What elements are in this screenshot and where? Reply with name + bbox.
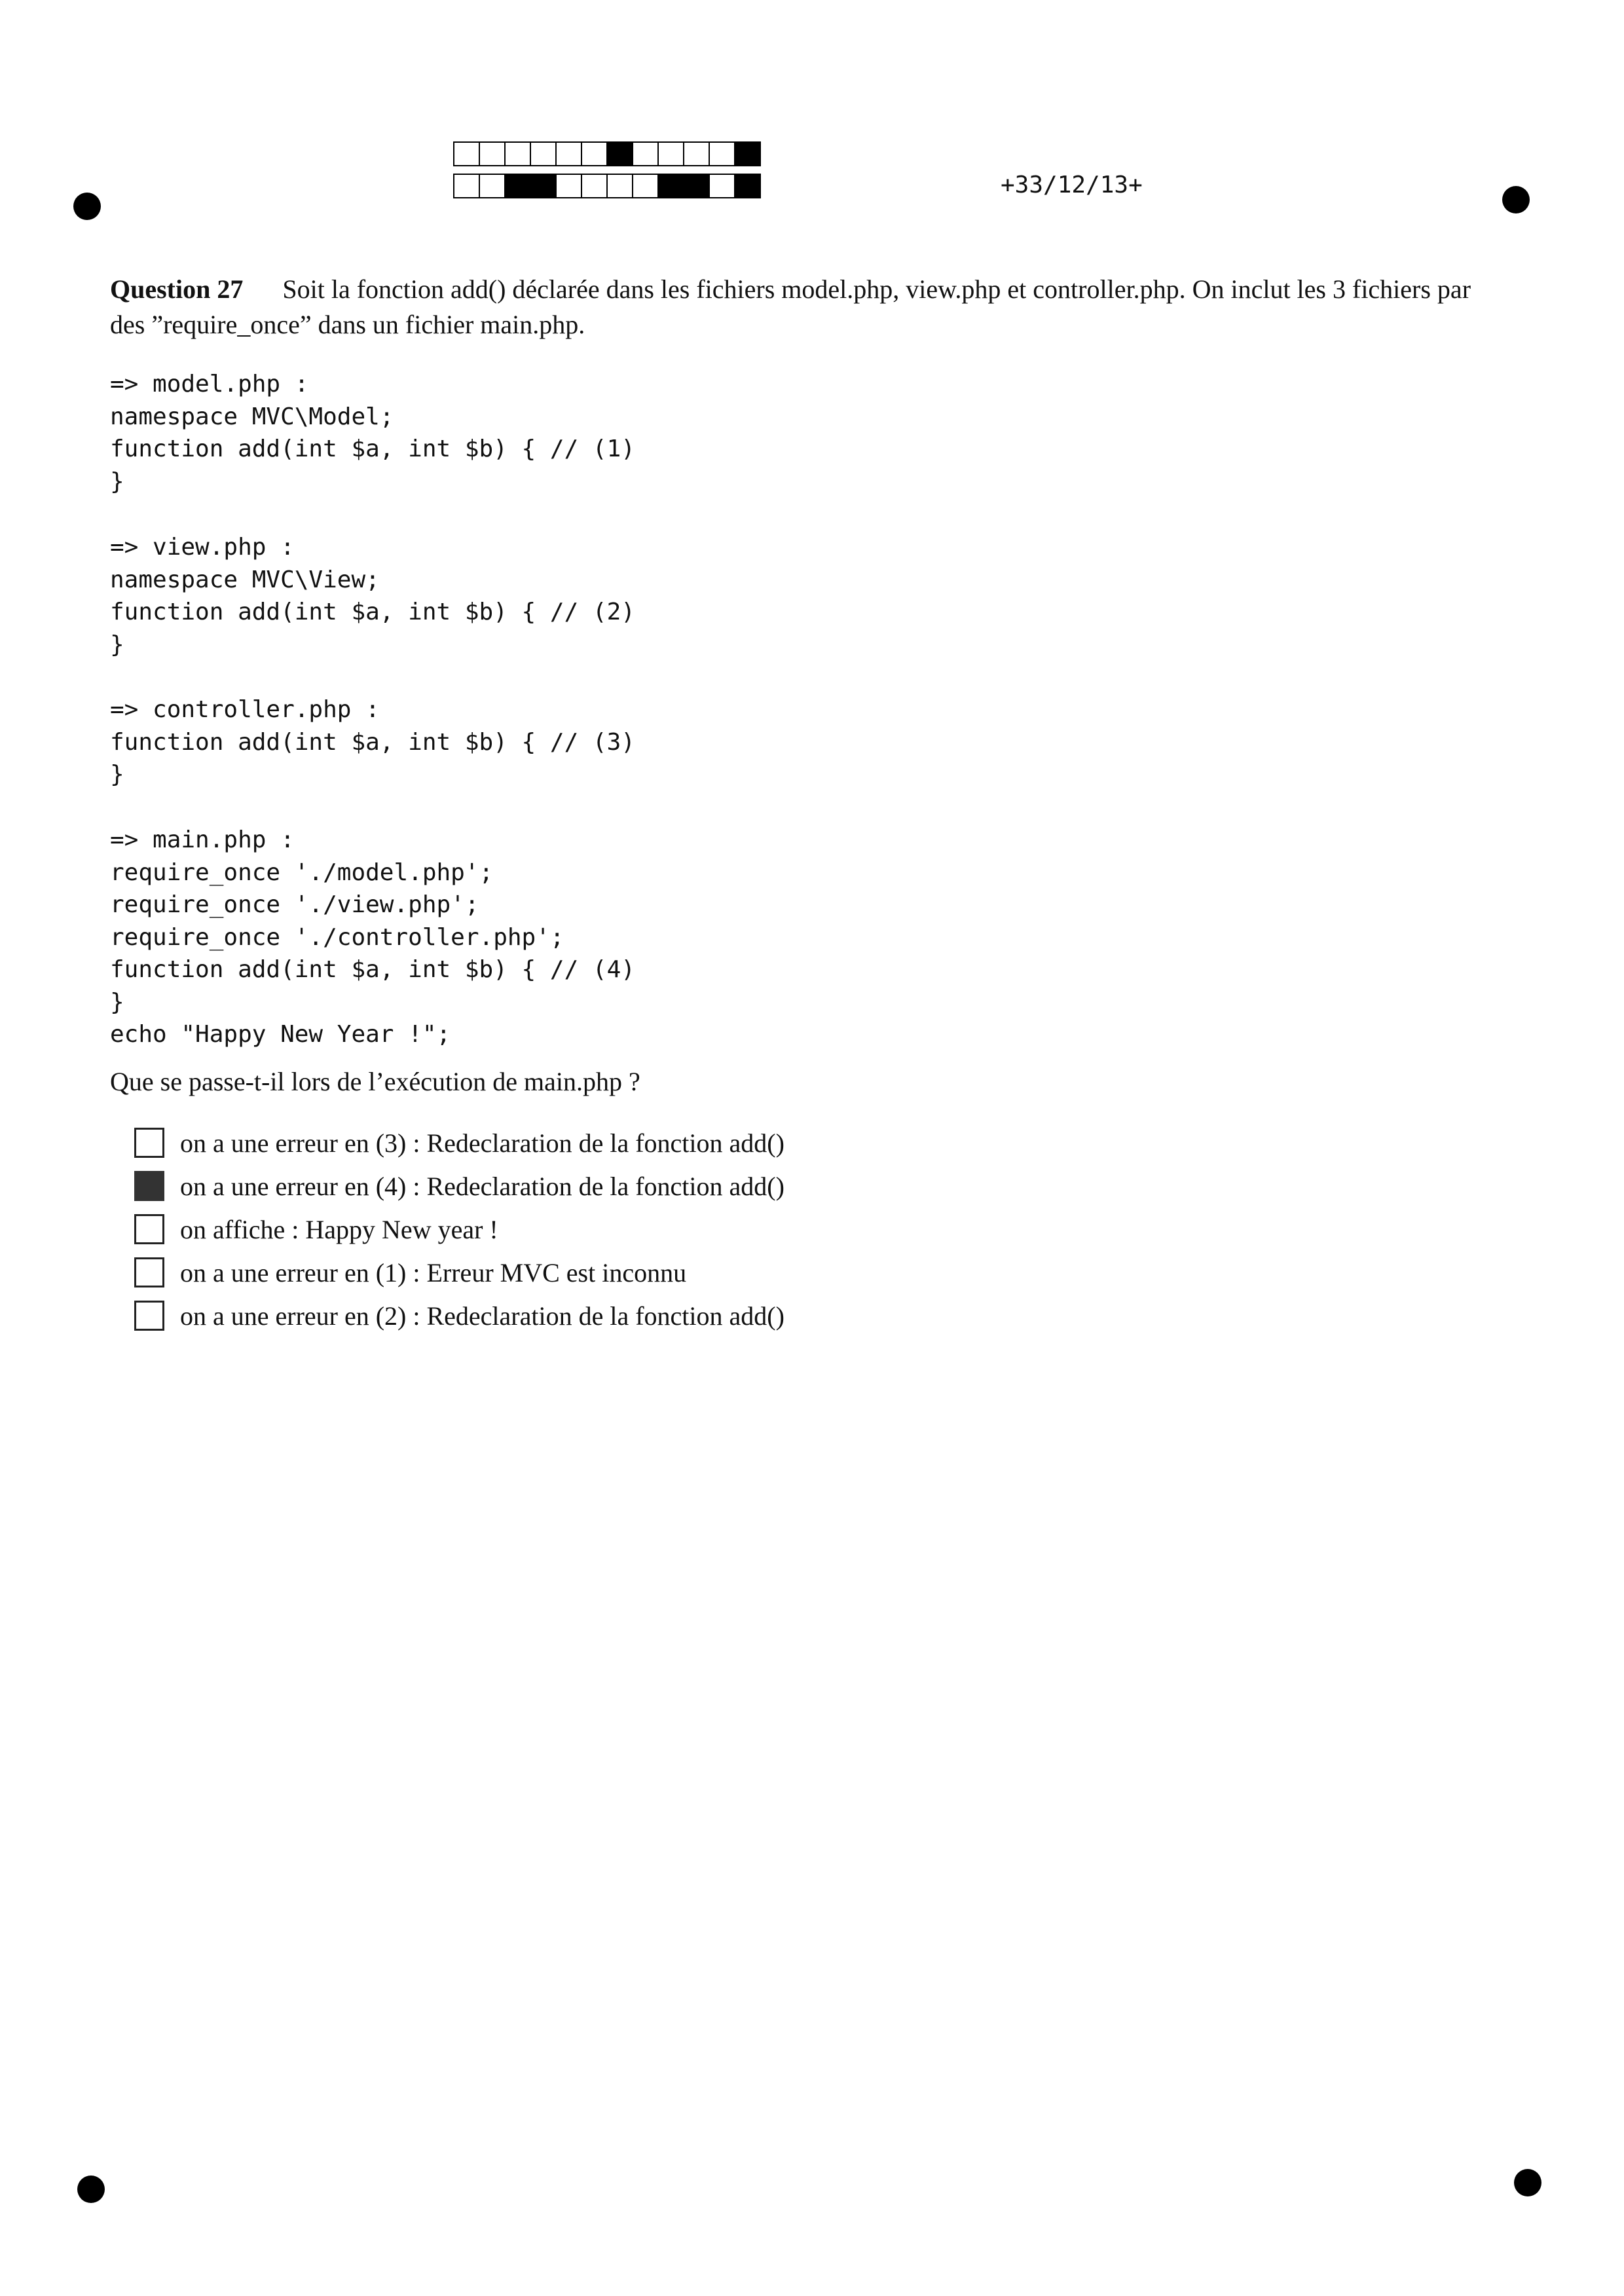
code-line: require_once './view.php'; [110, 891, 479, 918]
answer-text: on a une erreur en (2) : Redeclaration de la fonction add() [180, 1301, 784, 1331]
code-line: } [110, 468, 124, 495]
code-block-view [110, 531, 635, 661]
grid-cell [557, 143, 582, 165]
grid-cell [582, 143, 608, 165]
grid-cell [608, 175, 633, 197]
id-code-grid-row-1 [453, 141, 761, 166]
answer-text: on affiche : Happy New year ! [180, 1214, 498, 1244]
answer-text: on a une erreur en (1) : Erreur MVC est inconnu [180, 1257, 687, 1287]
code-line: require_once './model.php'; [110, 859, 494, 886]
page-code: +33/12/13+ [1001, 172, 1143, 198]
answer-list [134, 1121, 784, 1337]
grid-cell [608, 143, 633, 165]
grid-cell [454, 175, 480, 197]
code-line: } [110, 761, 124, 788]
grid-cell [557, 175, 582, 197]
grid-cell [735, 175, 760, 197]
grid-cell [684, 175, 710, 197]
grid-cell [633, 175, 659, 197]
registration-mark-top-right [1502, 186, 1530, 213]
grid-cell [659, 143, 684, 165]
code-block-main [110, 824, 635, 1051]
question-prompt: Que se passe-t-il lors de l’exécution de main.php ? [110, 1067, 640, 1096]
question-number: Question 27 [110, 274, 244, 304]
code-line: => view.php : [110, 534, 295, 561]
code-block-controller [110, 694, 635, 791]
answer-option[interactable] [134, 1251, 784, 1294]
code-line: echo "Happy New Year !"; [110, 1021, 451, 1048]
code-line: => model.php : [110, 371, 309, 398]
grid-cell [659, 175, 684, 197]
answer-text: on a une erreur en (3) : Redeclaration de la fonction add() [180, 1128, 784, 1158]
answer-option[interactable] [134, 1208, 784, 1251]
answer-checkbox[interactable] [134, 1301, 164, 1331]
code-line: } [110, 631, 124, 658]
registration-mark-bottom-left [77, 2176, 105, 2203]
grid-cell [531, 175, 557, 197]
answer-checkbox[interactable] [134, 1214, 164, 1244]
code-line: function add(int $a, int $b) { // (2) [110, 599, 635, 625]
grid-cell [506, 143, 531, 165]
code-line: function add(int $a, int $b) { // (1) [110, 435, 635, 462]
registration-mark-bottom-right [1514, 2169, 1541, 2196]
code-line: => controller.php : [110, 696, 380, 723]
grid-cell [506, 175, 531, 197]
grid-cell [710, 175, 735, 197]
grid-cell [735, 143, 760, 165]
code-line: function add(int $a, int $b) { // (3) [110, 728, 635, 756]
answer-option[interactable] [134, 1121, 784, 1164]
answer-text: on a une erreur en (4) : Redeclaration de la fonction add() [180, 1171, 784, 1201]
answer-checkbox[interactable] [134, 1128, 164, 1158]
code-line: } [110, 988, 124, 1016]
grid-cell [454, 143, 480, 165]
grid-cell [480, 143, 506, 165]
question-statement [110, 272, 1511, 343]
question-text: Soit la fonction add() déclarée dans les fichiers model.php, view.php et controller.php. On inclut les 3 fichiers par des ”require_once” dans un fichier main.php. [110, 274, 1471, 339]
id-code-grid-row-2 [453, 174, 761, 198]
code-line: require_once './controller.php'; [110, 923, 564, 951]
code-line: namespace MVC\Model; [110, 403, 394, 430]
grid-cell [531, 143, 557, 165]
grid-cell [684, 143, 710, 165]
code-line: => main.php : [110, 826, 295, 853]
grid-cell [710, 143, 735, 165]
registration-mark-top-left [73, 193, 101, 220]
code-block-model [110, 368, 635, 498]
answer-checkbox[interactable] [134, 1171, 164, 1201]
answer-checkbox[interactable] [134, 1257, 164, 1287]
code-line: namespace MVC\View; [110, 566, 380, 593]
grid-cell [633, 143, 659, 165]
answer-option[interactable] [134, 1294, 784, 1337]
code-line: function add(int $a, int $b) { // (4) [110, 956, 635, 983]
grid-cell [480, 175, 506, 197]
answer-option[interactable] [134, 1164, 784, 1208]
grid-cell [582, 175, 608, 197]
